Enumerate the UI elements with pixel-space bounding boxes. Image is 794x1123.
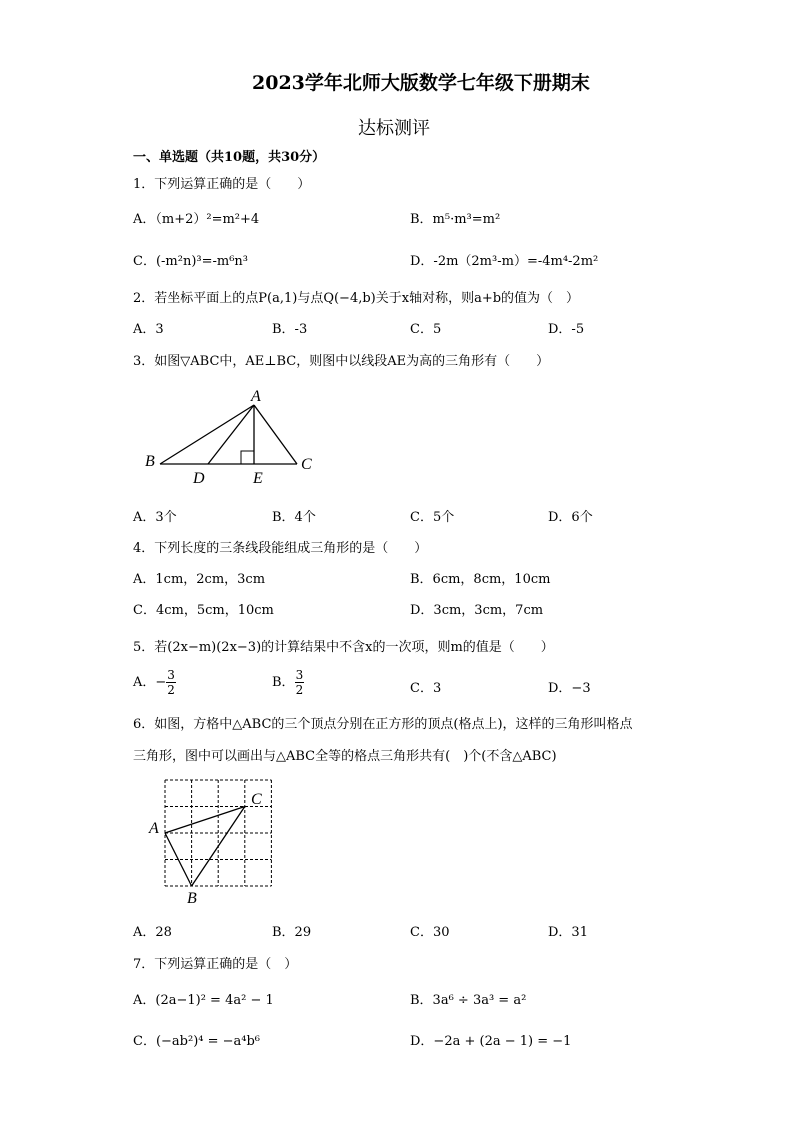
- q7-option-a: A．(2a−1)² = 4a² − 1: [133, 993, 274, 1008]
- q6-label-c: C: [251, 791, 262, 808]
- q3-option-c: C．5个: [410, 510, 455, 525]
- q7-option-c: C．(−ab²)⁴ = −a⁴b⁶: [133, 1034, 261, 1049]
- q3-label-b: B: [145, 453, 155, 470]
- q6-option-c: C．30: [410, 925, 450, 940]
- q4-option-d: D．3cm，3cm，7cm: [410, 603, 544, 618]
- q5-option-d: D．−3: [548, 681, 591, 696]
- q5-option-b-prefix: B．: [272, 675, 295, 690]
- q3-label-c: C: [301, 456, 312, 473]
- q7-stem: 7．下列运算正确的是（ ）: [133, 957, 298, 972]
- q4-option-a: A．1cm，2cm，3cm: [133, 572, 266, 587]
- page-subtitle: 达标测评: [358, 118, 430, 139]
- q5-option-b-fraction: $\frac{3}{2}$: [295, 668, 304, 697]
- q1-stem: 1．下列运算正确的是（ ）: [133, 177, 311, 192]
- q6-label-a: A: [149, 820, 159, 837]
- q2-option-b: B．-3: [272, 322, 308, 337]
- q6-label-b: B: [187, 890, 197, 906]
- q4-option-c: C．4cm，5cm，10cm: [133, 603, 274, 618]
- q6-stem-line2: 三角形，图中可以画出与△ABC全等的格点三角形共有( )个(不含△ABC): [133, 749, 557, 764]
- q6-option-b: B．29: [272, 925, 312, 940]
- q2-stem: 2．若坐标平面上的点P(a,1)与点Q(−4,b)关于x轴对称，则a+b的值为（ ）: [133, 291, 580, 306]
- q3-option-a: A．3个: [133, 510, 177, 525]
- q3-option-d: D．6个: [548, 510, 593, 525]
- q3-label-e: E: [253, 470, 263, 487]
- q6-grid-figure: [145, 778, 285, 906]
- q3-label-a: A: [251, 388, 261, 405]
- q6-triangle-abc: [165, 807, 245, 887]
- q5-option-a-fraction: $\frac{3}{2}$: [167, 668, 175, 697]
- q5-option-b: [272, 668, 304, 697]
- page-title: 2023学年北师大版数学七年级下册期末: [252, 72, 590, 94]
- section-heading: 一、单选题（共10题，共30分）: [133, 150, 326, 165]
- q6-option-a: A．28: [133, 925, 172, 940]
- q5-option-a-prefix: A．−: [133, 675, 167, 690]
- q1-option-a: A．（m+2）²=m²+4: [133, 212, 260, 227]
- q5-option-c: C．3: [410, 681, 442, 696]
- q5-stem: 5．若(2x−m)(2x−3)的计算结果中不含x的一次项，则m的值是（ ）: [133, 640, 554, 655]
- q3-triangle-figure: [140, 384, 320, 488]
- q2-option-d: D．-5: [548, 322, 585, 337]
- q7-option-b: B．3a⁶ ÷ 3a³ = a²: [410, 993, 527, 1008]
- q3-option-b: B．4个: [272, 510, 316, 525]
- q5-option-a: [133, 668, 176, 697]
- q2-option-c: C．5: [410, 322, 442, 337]
- q3-stem: 3．如图▽ABC中，AE⊥BC，则图中以线段AE为高的三角形有（ ）: [133, 354, 550, 369]
- q6-stem-line1: 6．如图，方格中△ABC的三个顶点分别在正方形的顶点(格点上)，这样的三角形叫格点: [133, 717, 633, 732]
- q3-label-d: D: [193, 470, 205, 487]
- q1-option-d: D．-2m（2m³-m）=-4m⁴-2m²: [410, 254, 599, 269]
- q2-option-a: A．3: [133, 322, 164, 337]
- q1-option-b: B．m⁵·m³=m²: [410, 212, 501, 227]
- q4-option-b: B．6cm，8cm，10cm: [410, 572, 551, 587]
- q1-option-c: C．(-m²n)³=-m⁶n³: [133, 254, 249, 269]
- q6-option-d: D．31: [548, 925, 588, 940]
- q4-stem: 4．下列长度的三条线段能组成三角形的是（ ）: [133, 541, 428, 556]
- q7-option-d: D．−2a + (2a − 1) = −1: [410, 1034, 572, 1049]
